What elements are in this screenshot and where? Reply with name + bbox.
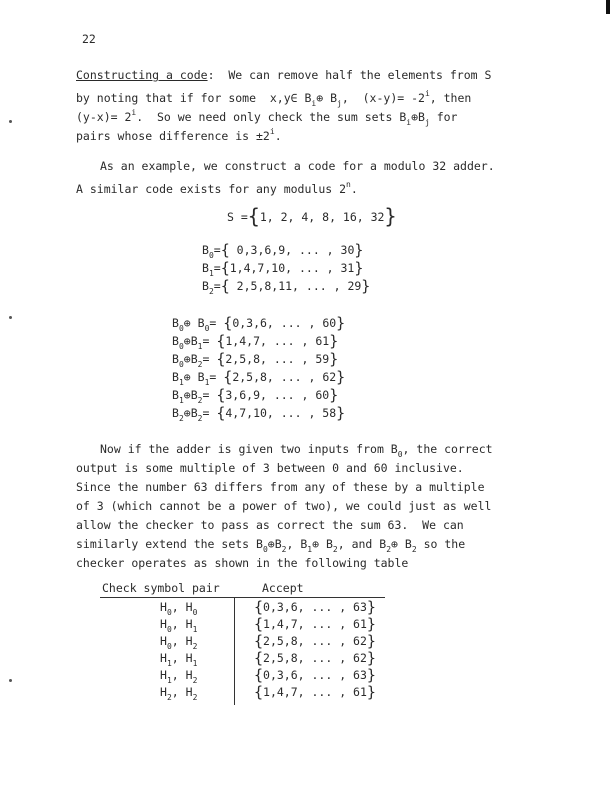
para3-line-6: [76, 537, 465, 557]
text: B: [190, 334, 198, 348]
para3-line-3: Since the number 63 differs from any of these by a multiple: [76, 480, 485, 494]
text: H: [160, 617, 167, 631]
text: B: [197, 370, 205, 384]
para3-line-7: checker operates as shown in the following table: [76, 556, 409, 570]
text: ,: [171, 600, 186, 614]
class-symbol: B: [202, 243, 209, 257]
oplus-symbol: ⊕: [267, 537, 275, 551]
table-row-accept: [254, 684, 376, 701]
subscript: 0: [204, 324, 210, 333]
text: A similar code exists for any modulus 2: [76, 182, 347, 196]
text: Now if the adder is given two inputs from B: [100, 442, 398, 456]
text: B: [172, 388, 179, 402]
text: by noting that if for some x,y∈ B: [76, 91, 312, 105]
table-header-check-symbol-pair: Check symbol pair: [102, 581, 220, 595]
class-symbol: B: [202, 261, 209, 275]
accept-set: 0,3,6, ... , 63: [263, 668, 367, 682]
oplus-symbol: ⊕: [183, 352, 191, 366]
oplus-symbol: ⊕: [183, 334, 191, 348]
subscript: 2: [332, 545, 338, 554]
text: , and B: [337, 537, 387, 551]
text: H: [160, 668, 167, 682]
left-brace: {: [254, 632, 264, 650]
subscript: 0: [397, 450, 403, 459]
text: .: [274, 129, 282, 143]
subscript: 1: [166, 676, 172, 685]
equals: =: [213, 261, 221, 275]
subscript: 2: [411, 545, 417, 554]
sum-contents: 2,5,8, ... , 59: [225, 352, 330, 366]
text: , B: [286, 537, 308, 551]
intro-text: : We can remove half the elements from S: [207, 68, 492, 82]
subscript: 0: [166, 642, 172, 651]
accept-set: 0,3,6, ... , 63: [263, 600, 367, 614]
subscript: i: [311, 99, 317, 108]
text: H: [160, 634, 167, 648]
example-line-2: [76, 178, 358, 196]
scan-speck: [9, 120, 12, 123]
text: B: [197, 316, 205, 330]
text: H: [185, 668, 193, 682]
table-row-accept: [254, 599, 376, 616]
text: B: [323, 91, 338, 105]
subscript: 2: [197, 396, 203, 405]
text: .: [350, 182, 358, 196]
subscript: 1: [166, 659, 172, 668]
text: so the: [416, 537, 466, 551]
subscript: 1: [307, 545, 313, 554]
equals: =: [209, 316, 217, 330]
subscript: 2: [178, 414, 184, 423]
text: . So we need only check the sum sets B: [136, 110, 407, 124]
text: H: [185, 685, 193, 699]
text: , the correct: [402, 442, 493, 456]
para3-line-4: of 3 (which cannot be a power of two), we could just as well: [76, 499, 492, 513]
superscript: i: [131, 108, 137, 117]
text: B: [172, 406, 179, 420]
table-header-accept: Accept: [262, 581, 304, 595]
right-brace: }: [329, 386, 339, 404]
text: B: [172, 334, 179, 348]
left-brace: {: [223, 368, 233, 386]
left-brace: {: [247, 204, 260, 228]
subscript: 0: [178, 324, 184, 333]
right-brace: }: [384, 204, 397, 228]
table-column-rule: [234, 597, 235, 705]
scan-speck: [9, 316, 12, 319]
text: H: [160, 651, 167, 665]
table-row-accept: [254, 616, 376, 633]
subscript: 0: [166, 608, 172, 617]
class-contents: 2,5,8,11, ... , 29: [236, 279, 362, 293]
equals: =: [202, 406, 210, 420]
equals: =: [209, 370, 217, 384]
text: B: [418, 110, 425, 124]
text: B: [274, 537, 282, 551]
subscript: j: [337, 99, 342, 108]
text: H: [185, 634, 193, 648]
intro-line-4: [76, 125, 282, 143]
text: B: [172, 352, 179, 366]
class-contents: 1,4,7,10, ... , 31: [229, 261, 355, 275]
oplus-symbol: ⊕: [183, 370, 191, 384]
scan-edge-mark: [606, 0, 610, 14]
equals: =: [202, 352, 210, 366]
left-brace: {: [216, 386, 226, 404]
oplus-symbol: ⊕: [312, 537, 320, 551]
sum-contents: 3,6,9, ... , 60: [225, 388, 330, 402]
left-brace: {: [223, 314, 233, 332]
left-brace: {: [216, 332, 226, 350]
subscript: 1: [197, 342, 203, 351]
page-number: 22: [82, 32, 96, 46]
subscript: 1: [178, 378, 184, 387]
oplus-symbol: ⊕: [316, 91, 324, 105]
subscript: 2: [192, 693, 198, 702]
sum-contents: 1,4,7, ... , 61: [225, 334, 330, 348]
scan-speck: [9, 679, 12, 682]
left-brace: {: [220, 277, 230, 295]
text: H: [185, 651, 193, 665]
para3-line-5: allow the checker to pass as correct the sum 63. We can: [76, 518, 464, 532]
class-row: [202, 277, 370, 301]
subscript: 2: [192, 642, 198, 651]
right-brace: }: [336, 314, 346, 332]
oplus-symbol: ⊕: [183, 406, 191, 420]
section-heading: Constructing a code: [76, 68, 208, 82]
oplus-symbol: ⊕: [411, 110, 419, 124]
left-brace: {: [216, 404, 226, 422]
text: ,: [171, 634, 186, 648]
table-row-accept: [254, 650, 376, 667]
equals: =: [213, 243, 221, 257]
right-brace: }: [366, 649, 376, 667]
subscript: 0: [192, 608, 198, 617]
accept-set: 1,4,7, ... , 61: [263, 617, 367, 631]
text: B: [190, 388, 198, 402]
right-brace: }: [366, 615, 376, 633]
right-brace: }: [366, 632, 376, 650]
text: (y-x)= 2: [76, 110, 132, 124]
sum-contents: 0,3,6, ... , 60: [232, 316, 337, 330]
text: for: [429, 110, 458, 124]
oplus-symbol: ⊕: [183, 316, 191, 330]
subscript: 1: [192, 625, 198, 634]
set-s-definition: [227, 205, 397, 228]
set-lhs: S =: [227, 210, 248, 224]
sum-row: [172, 404, 345, 428]
subscript: 1: [192, 659, 198, 668]
right-brace: }: [329, 332, 339, 350]
text: B: [325, 537, 333, 551]
subscript: 0: [262, 545, 268, 554]
right-brace: }: [354, 241, 364, 259]
para3-line-1: [100, 442, 493, 462]
subscript: 0: [178, 360, 184, 369]
equals: =: [213, 279, 221, 293]
intro-line-1: [76, 68, 491, 82]
accept-set: 2,5,8, ... , 62: [263, 634, 367, 648]
left-brace: {: [254, 683, 264, 701]
text: B: [190, 406, 198, 420]
text: pairs whose difference is ±2: [76, 129, 270, 143]
sum-contents: 2,5,8, ... , 62: [232, 370, 337, 384]
left-brace: {: [254, 649, 264, 667]
accept-set: 1,4,7, ... , 61: [263, 685, 367, 699]
example-line-1: As an example, we construct a code for a modulo 32 adder.: [100, 159, 495, 173]
left-brace: {: [220, 241, 230, 259]
left-brace: {: [216, 350, 226, 368]
text: , then: [429, 91, 472, 105]
accept-set: 2,5,8, ... , 62: [263, 651, 367, 665]
left-brace: {: [254, 615, 264, 633]
class-contents: 0,3,6,9, ... , 30: [236, 243, 355, 257]
superscript: i: [424, 89, 430, 98]
text: H: [185, 617, 193, 631]
text: ,: [171, 617, 186, 631]
subscript: 0: [208, 251, 214, 260]
text: B: [172, 370, 179, 384]
subscript: 0: [166, 625, 172, 634]
subscript: 2: [281, 545, 287, 554]
left-brace: {: [254, 598, 264, 616]
right-brace: }: [336, 368, 346, 386]
right-brace: }: [366, 683, 376, 701]
text: ,: [171, 651, 186, 665]
table-row-accept: [254, 667, 376, 684]
text: B: [190, 352, 198, 366]
subscript: 2: [192, 676, 198, 685]
class-symbol: B: [202, 279, 209, 293]
subscript: 2: [197, 414, 203, 423]
text: B: [404, 537, 412, 551]
left-brace: {: [220, 259, 230, 277]
equals: =: [202, 388, 210, 402]
text: ,: [171, 668, 186, 682]
right-brace: }: [354, 259, 364, 277]
text: ,: [171, 685, 186, 699]
table-row-accept: [254, 633, 376, 650]
subscript: i: [406, 118, 412, 127]
subscript: 1: [208, 269, 214, 278]
right-brace: }: [366, 666, 376, 684]
right-brace: }: [336, 404, 346, 422]
text: H: [160, 600, 167, 614]
subscript: 2: [386, 545, 392, 554]
right-brace: }: [366, 598, 376, 616]
text: H: [185, 600, 193, 614]
subscript: j: [424, 118, 430, 127]
subscript: 2: [197, 360, 203, 369]
table-row-symbols: [160, 684, 197, 706]
text: , (x-y)= -2: [341, 91, 425, 105]
oplus-symbol: ⊕: [391, 537, 398, 551]
equals: =: [202, 334, 210, 348]
set-contents: 1, 2, 4, 8, 16, 32: [259, 210, 385, 224]
subscript: 2: [208, 287, 214, 296]
subscript: 0: [178, 342, 184, 351]
left-brace: {: [254, 666, 264, 684]
right-brace: }: [329, 350, 339, 368]
text: B: [172, 316, 179, 330]
table-header-rule: [100, 597, 385, 598]
subscript: 1: [178, 396, 184, 405]
subscript: 1: [204, 378, 210, 387]
right-brace: }: [361, 277, 371, 295]
text: similarly extend the sets B: [76, 537, 263, 551]
sum-contents: 4,7,10, ... , 58: [225, 406, 337, 420]
oplus-symbol: ⊕: [183, 388, 191, 402]
superscript: n: [346, 180, 351, 189]
text: H: [160, 685, 167, 699]
superscript: i: [269, 127, 275, 136]
para3-line-2: output is some multiple of 3 between 0 and 60 inclusive.: [76, 461, 464, 475]
subscript: 2: [166, 693, 172, 702]
